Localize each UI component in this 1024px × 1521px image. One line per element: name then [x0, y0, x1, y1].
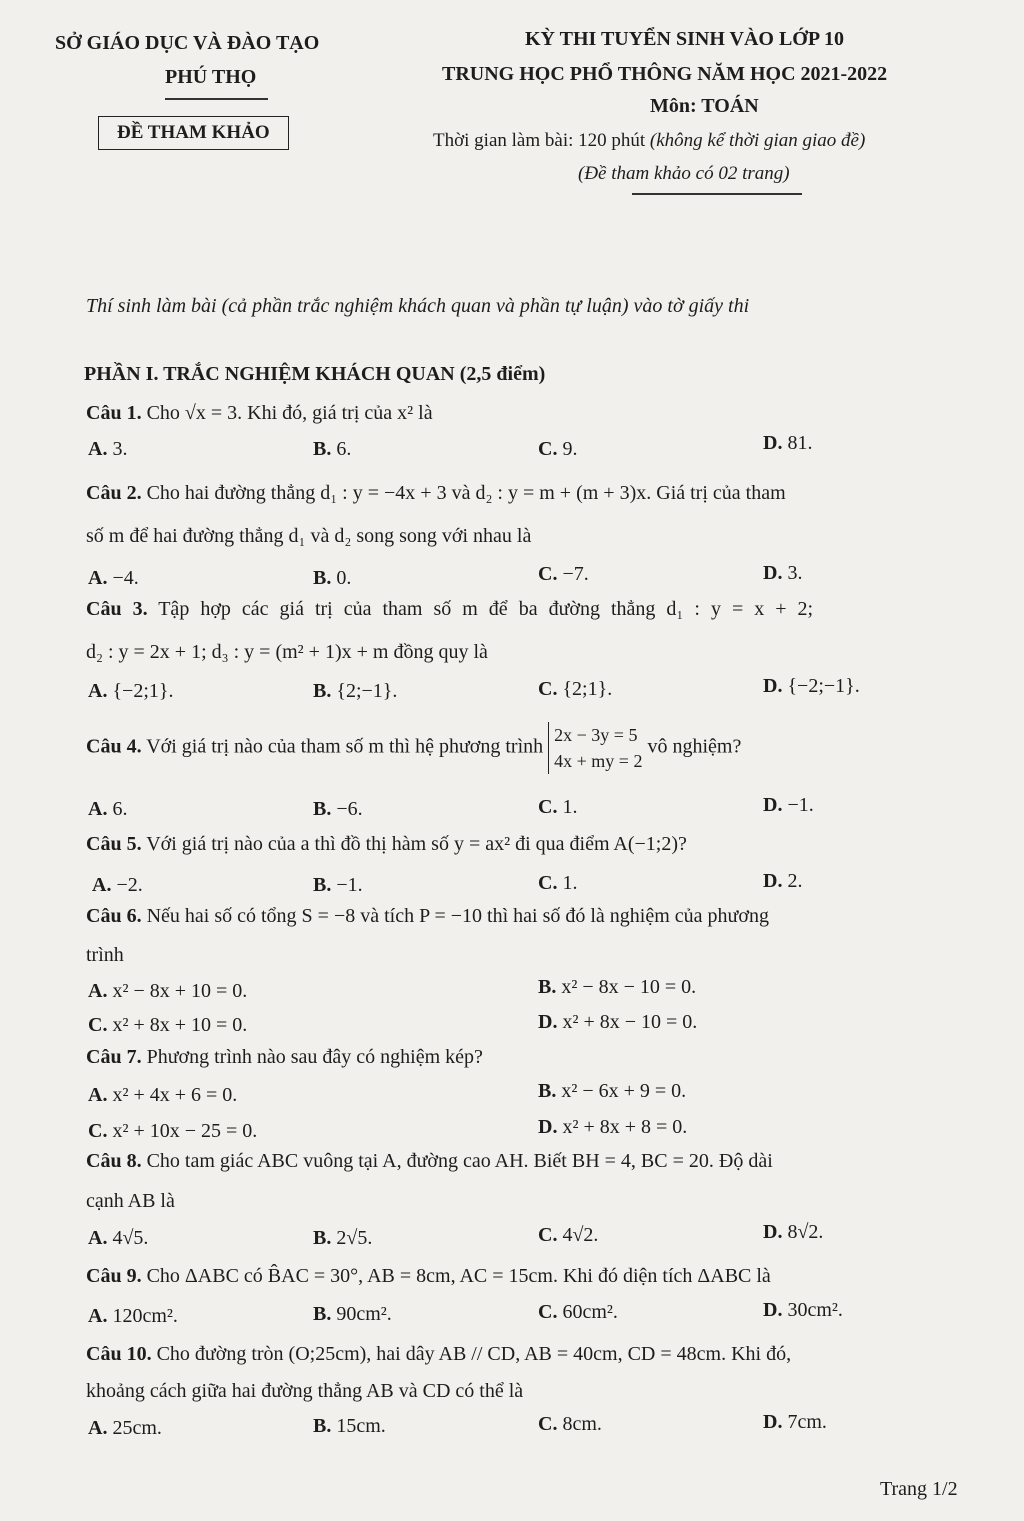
exam-time-note: (không kể thời gian giao đề) [649, 130, 866, 151]
exam-title: KỲ THI TUYỂN SINH VÀO LỚP 10 [525, 28, 844, 50]
question-3: Câu 3. Tập hợp các giá trị của tham số m để ba đường thẳng d₁ : y = x + 2; [86, 598, 814, 620]
exam-subtitle: TRUNG HỌC PHỔ THÔNG NĂM HỌC 2021-2022 [442, 63, 888, 85]
q10-option-a: A. 25cm. [88, 1417, 162, 1439]
q4-option-d: D. −1. [763, 794, 814, 816]
q7-option-b: B. x² − 6x + 9 = 0. [538, 1080, 687, 1102]
pages-note: (Đề tham khảo có 02 trang) [578, 163, 790, 184]
q5-option-c: C. 1. [538, 872, 578, 894]
q1-option-a: A. 3. [88, 438, 128, 460]
question-10: Câu 10. Cho đường tròn (O;25cm), hai dây AB // CD, AB = 40cm, CD = 48cm. Khi đó, [86, 1343, 792, 1365]
q4-option-b: B. −6. [313, 798, 363, 820]
q8-option-c: C. 4√2. [538, 1224, 599, 1246]
q4-option-c: C. 1. [538, 796, 578, 818]
q6-option-d: D. x² + 8x − 10 = 0. [538, 1011, 698, 1033]
q10-option-c: C. 8cm. [538, 1413, 602, 1435]
department-name: SỞ GIÁO DỤC VÀ ĐÀO TẠO [55, 32, 320, 54]
q5-option-a: A. −2. [92, 874, 143, 896]
header-rule-right [632, 193, 802, 195]
question-2: Câu 2. Cho hai đường thẳng d₁ : y = −4x + 3 và d₂ : y = m + (m + 3)x. Giá trị của tham [86, 482, 786, 504]
q7-option-d: D. x² + 8x + 8 = 0. [538, 1116, 688, 1138]
q9-option-a: A. 120cm². [88, 1305, 178, 1327]
q10-option-b: B. 15cm. [313, 1415, 386, 1437]
q3-option-c: C. {2;1}. [538, 678, 613, 700]
question-6: Câu 6. Nếu hai số có tổng S = −8 và tích P = −10 thì hai số đó là nghiệm của phương [86, 905, 769, 927]
q2-option-a: A. −4. [88, 567, 139, 589]
q1-option-c: C. 9. [538, 438, 578, 460]
question-2-line2: số m để hai đường thẳng d₁ và d₂ song song với nhau là [86, 525, 532, 547]
q7-option-c: C. x² + 10x − 25 = 0. [88, 1120, 258, 1142]
question-8: Câu 8. Cho tam giác ABC vuông tại A, đường cao AH. Biết BH = 4, BC = 20. Độ dài [86, 1150, 773, 1172]
question-5: Câu 5. Với giá trị nào của a thì đồ thị hàm số y = ax² đi qua điểm A(−1;2)? [86, 833, 687, 855]
q9-option-c: C. 60cm². [538, 1301, 618, 1323]
q2-option-c: C. −7. [538, 563, 589, 585]
question-text: Cho √x = 3. Khi đó, giá trị của x² là [146, 402, 433, 424]
q6-option-c: C. x² + 8x + 10 = 0. [88, 1014, 248, 1036]
q10-option-d: D. 7cm. [763, 1411, 827, 1433]
q9-option-b: B. 90cm². [313, 1303, 392, 1325]
exam-time-text: Thời gian làm bài: 120 phút [433, 130, 646, 151]
q1-option-d: D. 81. [763, 432, 813, 454]
q5-option-d: D. 2. [763, 870, 803, 892]
q3-option-b: B. {2;−1}. [313, 680, 398, 702]
q7-option-a: A. x² + 4x + 6 = 0. [88, 1084, 238, 1106]
subject: Môn: TOÁN [650, 95, 759, 117]
q4-option-a: A. 6. [88, 798, 128, 820]
question-1 [86, 402, 433, 425]
reference-exam-box: ĐỀ THAM KHẢO [98, 116, 289, 150]
q1-option-b: B. 6. [313, 438, 352, 460]
question-10-line2: khoảng cách giữa hai đường thẳng AB và CD có thể là [86, 1380, 524, 1402]
q2-option-d: D. 3. [763, 562, 803, 584]
question-7: Câu 7. Phương trình nào sau đây có nghiệm kép? [86, 1046, 483, 1068]
exam-time [433, 130, 865, 152]
q3-option-d: D. {−2;−1}. [763, 675, 860, 697]
province-name: PHÚ THỌ [165, 66, 257, 88]
question-3-line2: d₂ : y = 2x + 1; d₃ : y = (m² + 1)x + m đồng quy là [86, 641, 488, 663]
page-number: Trang 1/2 [880, 1478, 958, 1500]
question-4: Câu 4. Với giá trị nào của tham số m thì hệ phương trình 2x − 3y = 5 4x + my = 2 vô nghiệm? [86, 722, 741, 774]
header-rule-left [165, 98, 268, 100]
q8-option-b: B. 2√5. [313, 1227, 373, 1249]
q8-option-d: D. 8√2. [763, 1221, 824, 1243]
question-8-line2: cạnh AB là [86, 1190, 175, 1212]
q9-option-d: D. 30cm². [763, 1299, 843, 1321]
equation-system: 2x − 3y = 5 4x + my = 2 [548, 722, 642, 774]
q5-option-b: B. −1. [313, 874, 363, 896]
section-title: PHẦN I. TRẮC NGHIỆM KHÁCH QUAN (2,5 điểm) [84, 363, 546, 385]
q8-option-a: A. 4√5. [88, 1227, 149, 1249]
question-6-line2: trình [86, 944, 124, 966]
q3-option-a: A. {−2;1}. [88, 680, 174, 702]
q6-option-b: B. x² − 8x − 10 = 0. [538, 976, 697, 998]
question-label: Câu 1. [86, 402, 142, 424]
question-9: Câu 9. Cho ΔABC có B̂AC = 30°, AB = 8cm, AC = 15cm. Khi đó diện tích ΔABC là [86, 1265, 771, 1287]
instruction: Thí sinh làm bài (cả phần trắc nghiệm khách quan và phần tự luận) vào tờ giấy thi [86, 295, 750, 317]
q6-option-a: A. x² − 8x + 10 = 0. [88, 980, 248, 1002]
q2-option-b: B. 0. [313, 567, 352, 589]
